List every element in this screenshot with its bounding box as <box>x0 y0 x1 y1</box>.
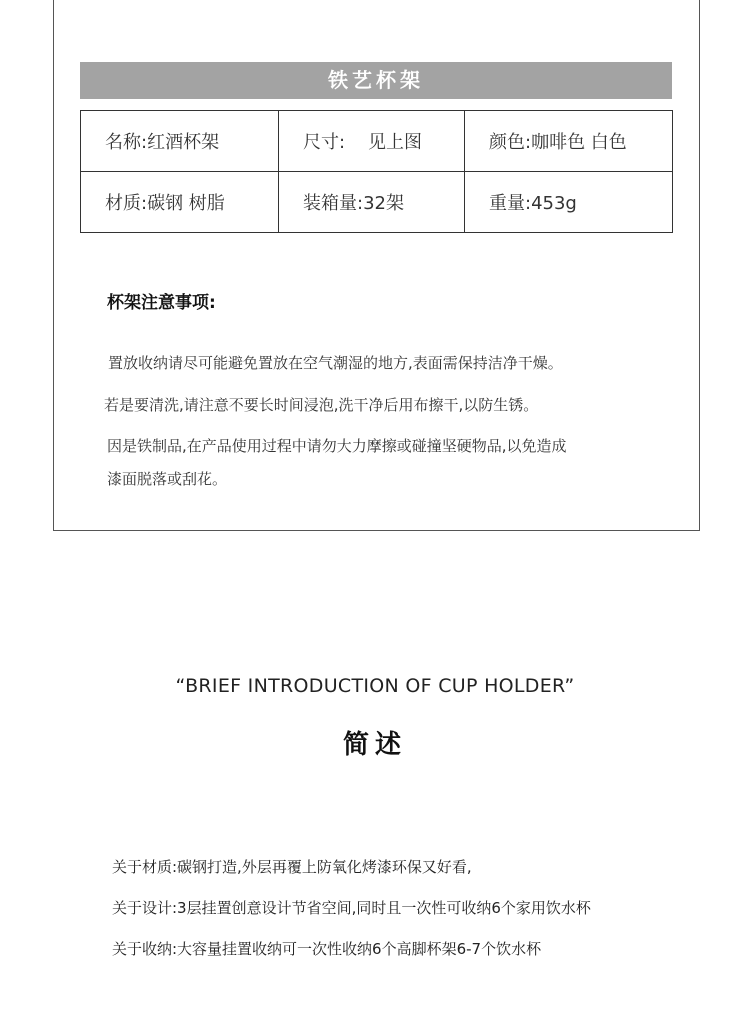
spec-color-cell: 颜色:咖啡色 白色 <box>465 111 673 172</box>
note-line: 漆面脱落或刮花。 <box>107 470 228 488</box>
table-row <box>81 172 673 233</box>
spec-weight-cell: 重量:453g <box>465 172 673 233</box>
intro-title-cn: 简述 <box>342 730 407 760</box>
note-line: 若是要清洗,请注意不要长时间浸泡,洗干净后用布擦干,以防生锈。 <box>104 396 539 414</box>
note-line: 因是铁制品,在产品使用过程中请勿大力摩擦或碰撞坚硬物品,以免造成 <box>107 437 567 455</box>
note-line: 置放收纳请尽可能避免置放在空气潮湿的地方,表面需保持洁净干燥。 <box>108 354 563 372</box>
intro-line: 关于设计:3层挂置创意设计节省空间,同时且一次性可收纳6个家用饮水杯 <box>112 899 591 917</box>
intro-line: 关于材质:碳钢打造,外层再覆上防氧化烤漆环保又好看, <box>112 858 472 876</box>
spec-title-bar: 铁艺杯架 <box>80 62 672 99</box>
spec-table <box>80 110 673 233</box>
notes-heading: 杯架注意事项: <box>107 293 216 313</box>
spec-size-cell: 尺寸: 见上图 <box>279 111 465 172</box>
intro-title-en: “BRIEF INTRODUCTION OF CUP HOLDER” <box>175 675 575 697</box>
spec-packing-cell: 装箱量:32架 <box>279 172 465 233</box>
spec-material-cell: 材质:碳钢 树脂 <box>81 172 279 233</box>
table-row <box>81 111 673 172</box>
intro-line: 关于收纳:大容量挂置收纳可一次性收纳6个高脚杯架6-7个饮水杯 <box>112 940 542 958</box>
spec-name-cell: 名称:红酒杯架 <box>81 111 279 172</box>
